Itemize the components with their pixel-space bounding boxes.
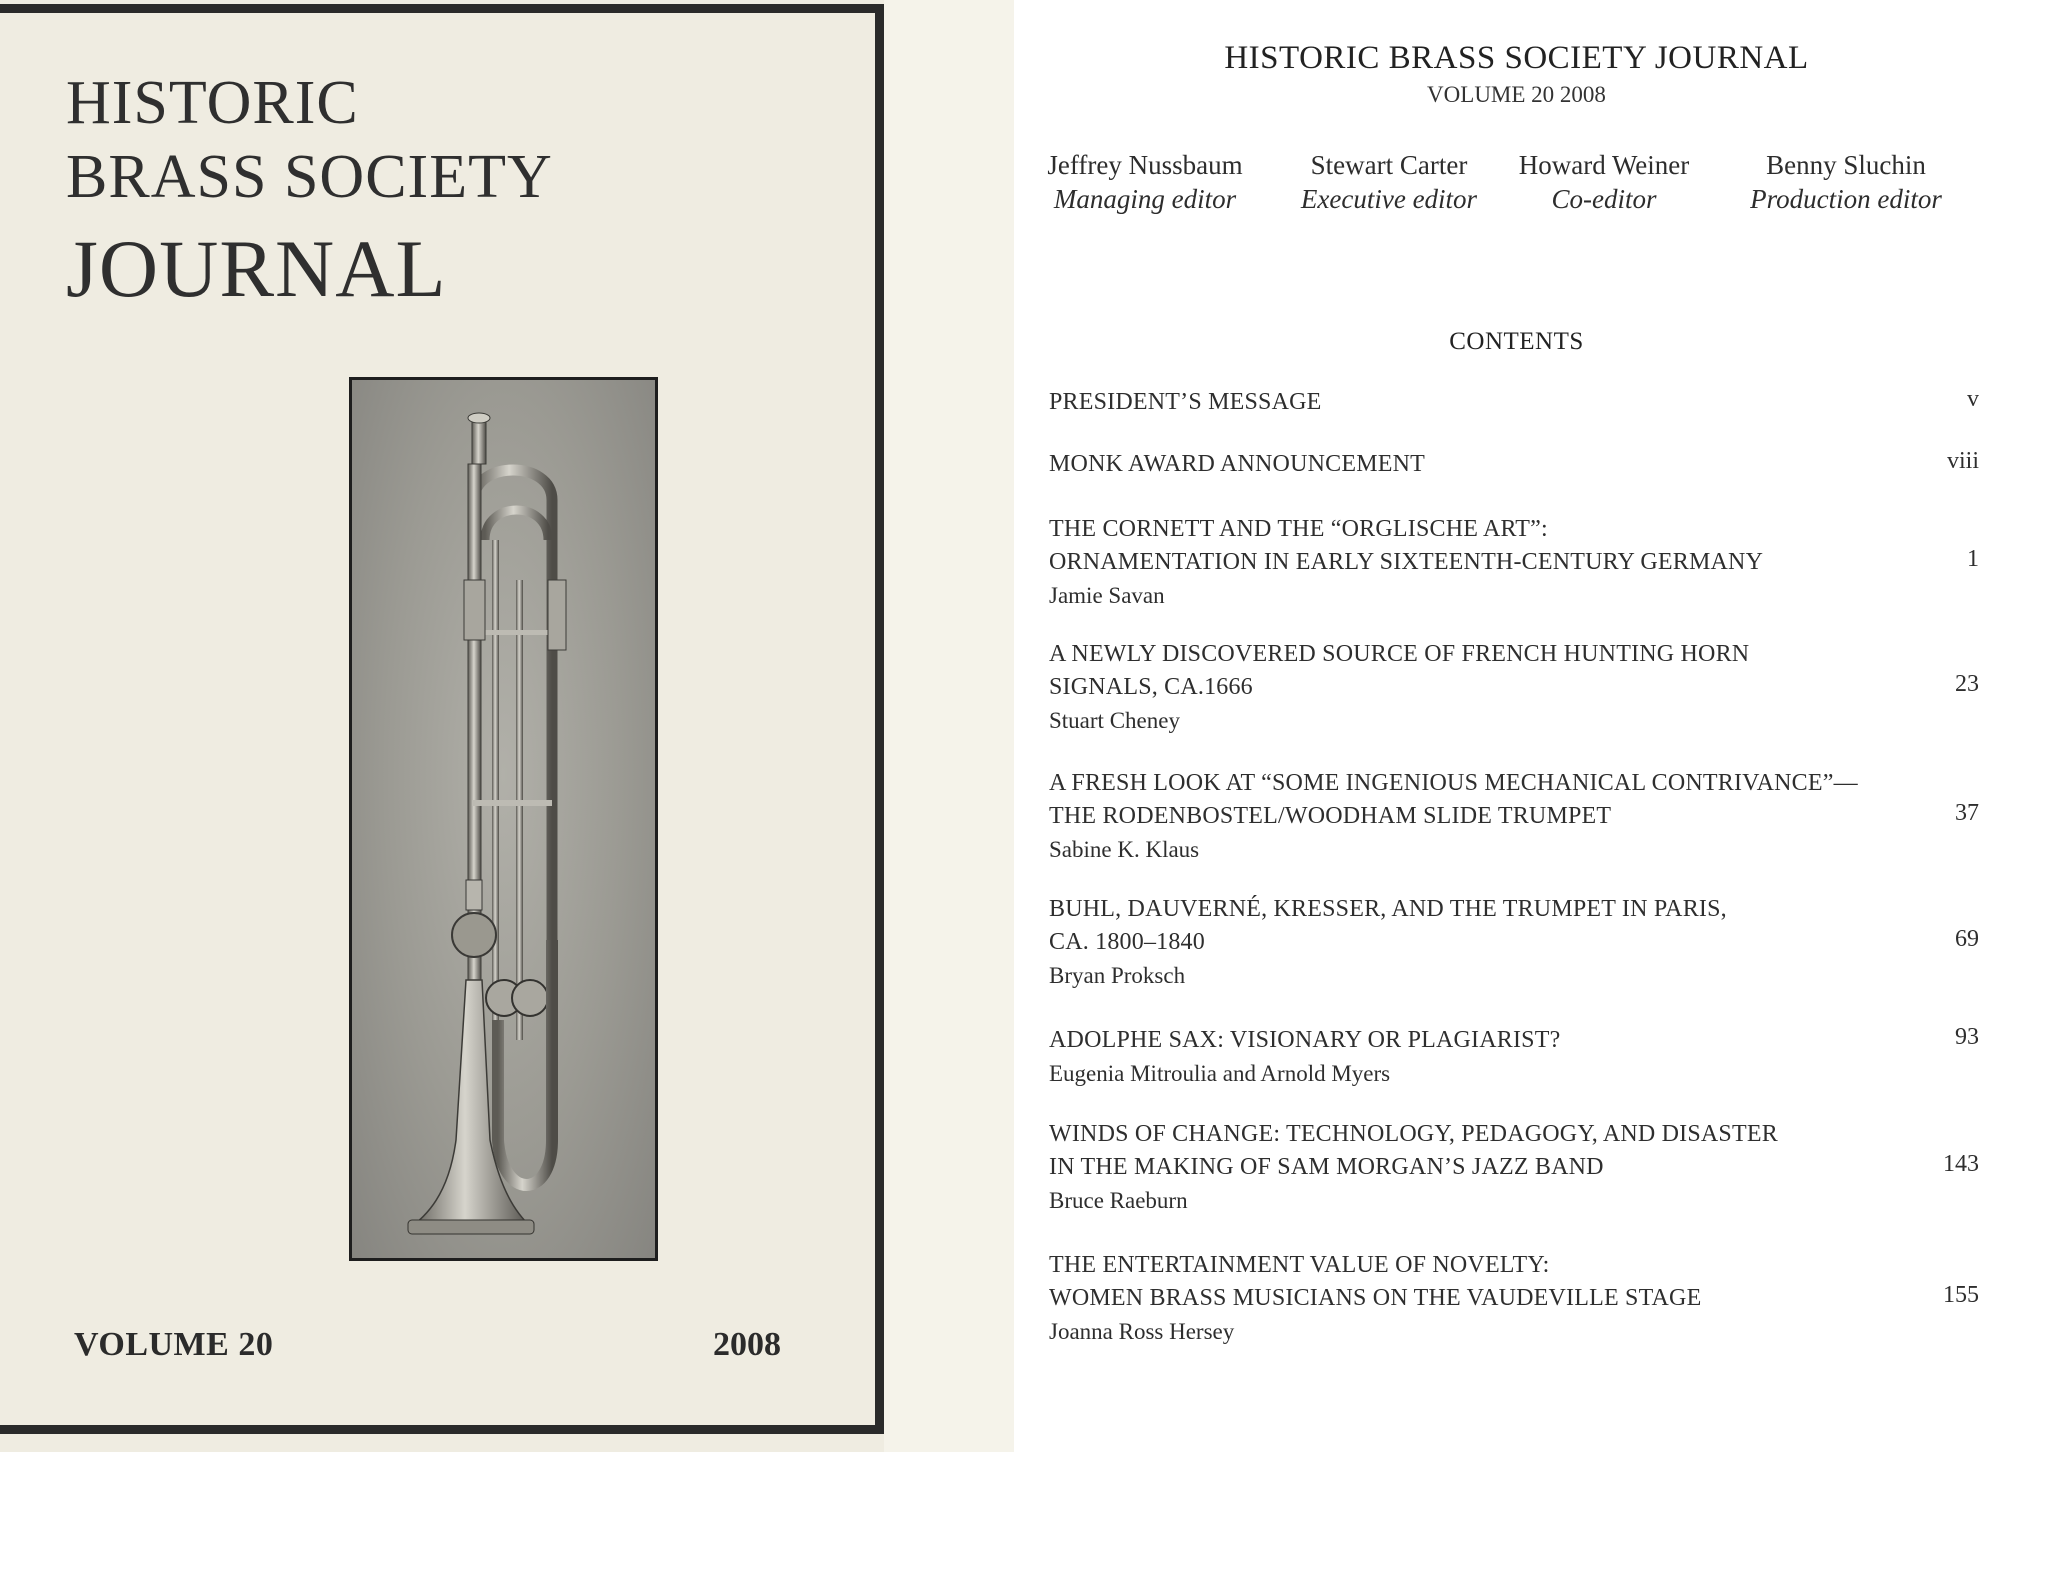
editor-name: Benny Sluchin <box>1766 150 1926 180</box>
toc-entry-title: WINDS OF CHANGE: TECHNOLOGY, PEDAGOGY, AND DISASTER <box>1049 1121 1778 1147</box>
toc-entry <box>1049 1024 1979 1090</box>
editor-executive <box>1284 148 1494 216</box>
toc-entry-page: 37 <box>1955 800 1979 826</box>
toc-entry-author: Joanna Ross Hersey <box>1049 1319 1235 1344</box>
editor-name: Jeffrey Nussbaum <box>1047 150 1243 180</box>
toc-entry-title: THE CORNETT AND THE “ORGLISCHE ART”: <box>1049 516 1548 542</box>
toc-entry <box>1049 893 1979 992</box>
editor-role: Managing editor <box>1053 184 1237 214</box>
editor-role: Co-editor <box>1551 184 1657 214</box>
editor-name: Stewart Carter <box>1310 150 1468 180</box>
toc-entry-author: Eugenia Mitroulia and Arnold Myers <box>1049 1061 1391 1086</box>
editor-managing <box>1040 148 1250 216</box>
page-title: HISTORIC BRASS SOCIETY JOURNAL <box>1224 40 1809 76</box>
toc-entry-title: A NEWLY DISCOVERED SOURCE OF FRENCH HUNTING HORN <box>1049 641 1750 667</box>
toc-entry-title-cont: WOMEN BRASS MUSICIANS ON THE VAUDEVILLE STAGE <box>1049 1285 1702 1311</box>
toc-entry <box>1049 1118 1979 1217</box>
slide-trumpet-photo <box>349 377 658 1261</box>
toc-entry-title-cont: CA. 1800–1840 <box>1049 929 1205 955</box>
toc-entry-title-cont: SIGNALS, CA.1666 <box>1049 674 1253 700</box>
toc-entry <box>1049 448 1979 481</box>
cover-edge-strip <box>884 0 1014 1452</box>
toc-entry <box>1049 386 1979 419</box>
toc-entry-author: Stuart Cheney <box>1049 708 1180 733</box>
toc-entry-title: A FRESH LOOK AT “SOME INGENIOUS MECHANICAL CONTRIVANCE”— <box>1049 770 1858 796</box>
toc-entry-page: 1 <box>1967 546 1979 572</box>
toc-entry-title: PRESIDENT’S MESSAGE <box>1049 389 1322 415</box>
toc-entry-title: THE ENTERTAINMENT VALUE OF NOVELTY: <box>1049 1252 1550 1278</box>
cover-year: 2008 <box>713 1326 781 1363</box>
toc-entry-page: viii <box>1946 448 1979 474</box>
toc-entry-page: v <box>1967 386 1979 412</box>
toc-entry-author: Bruce Raeburn <box>1049 1188 1188 1213</box>
toc-entry <box>1049 513 1979 612</box>
editor-co <box>1499 148 1709 216</box>
toc-entry-page: 23 <box>1955 671 1979 697</box>
toc-entry-page: 143 <box>1943 1151 1979 1177</box>
toc-entry-title-cont: ORNAMENTATION IN EARLY SIXTEENTH-CENTURY GERMANY <box>1049 549 1764 575</box>
editor-production <box>1736 148 1956 216</box>
toc-entry <box>1049 638 1979 737</box>
cover-title-line-2: BRASS SOCIETY <box>66 143 553 211</box>
page-volume-line: VOLUME 20 2008 <box>1427 82 1606 107</box>
contents-page <box>1014 0 2048 1587</box>
journal-cover <box>0 0 1014 1452</box>
toc-entry-author: Sabine K. Klaus <box>1049 837 1200 862</box>
toc-entry-title-cont: IN THE MAKING OF SAM MORGAN’S JAZZ BAND <box>1049 1154 1604 1180</box>
editor-name: Howard Weiner <box>1518 150 1690 180</box>
editor-role: Executive editor <box>1300 184 1478 214</box>
toc-entry-page: 155 <box>1943 1282 1979 1308</box>
toc-entry <box>1049 1249 1979 1348</box>
toc-entry-title: MONK AWARD ANNOUNCEMENT <box>1049 451 1426 477</box>
toc-entry-title-cont: THE RODENBOSTEL/WOODHAM SLIDE TRUMPET <box>1049 803 1612 829</box>
cover-title-line-3: JOURNAL <box>66 223 447 314</box>
toc-entry-page: 93 <box>1955 1024 1979 1050</box>
toc-entry-page: 69 <box>1955 926 1979 952</box>
toc-entry-author: Jamie Savan <box>1049 583 1165 608</box>
slide-trumpet-illustration <box>352 380 655 1258</box>
toc-entry-title: BUHL, DAUVERNÉ, KRESSER, AND THE TRUMPET IN PARIS, <box>1049 896 1727 922</box>
cover-title <box>66 66 553 318</box>
toc-entry-title: ADOLPHE SAX: VISIONARY OR PLAGIARIST? <box>1049 1027 1561 1053</box>
toc-entry-author: Bryan Proksch <box>1049 963 1186 988</box>
contents-heading: CONTENTS <box>1449 328 1584 355</box>
toc-entry <box>1049 767 1979 866</box>
editor-role: Production editor <box>1750 184 1942 214</box>
cover-title-line-1: HISTORIC <box>66 69 359 137</box>
cover-volume: VOLUME 20 <box>74 1326 274 1363</box>
